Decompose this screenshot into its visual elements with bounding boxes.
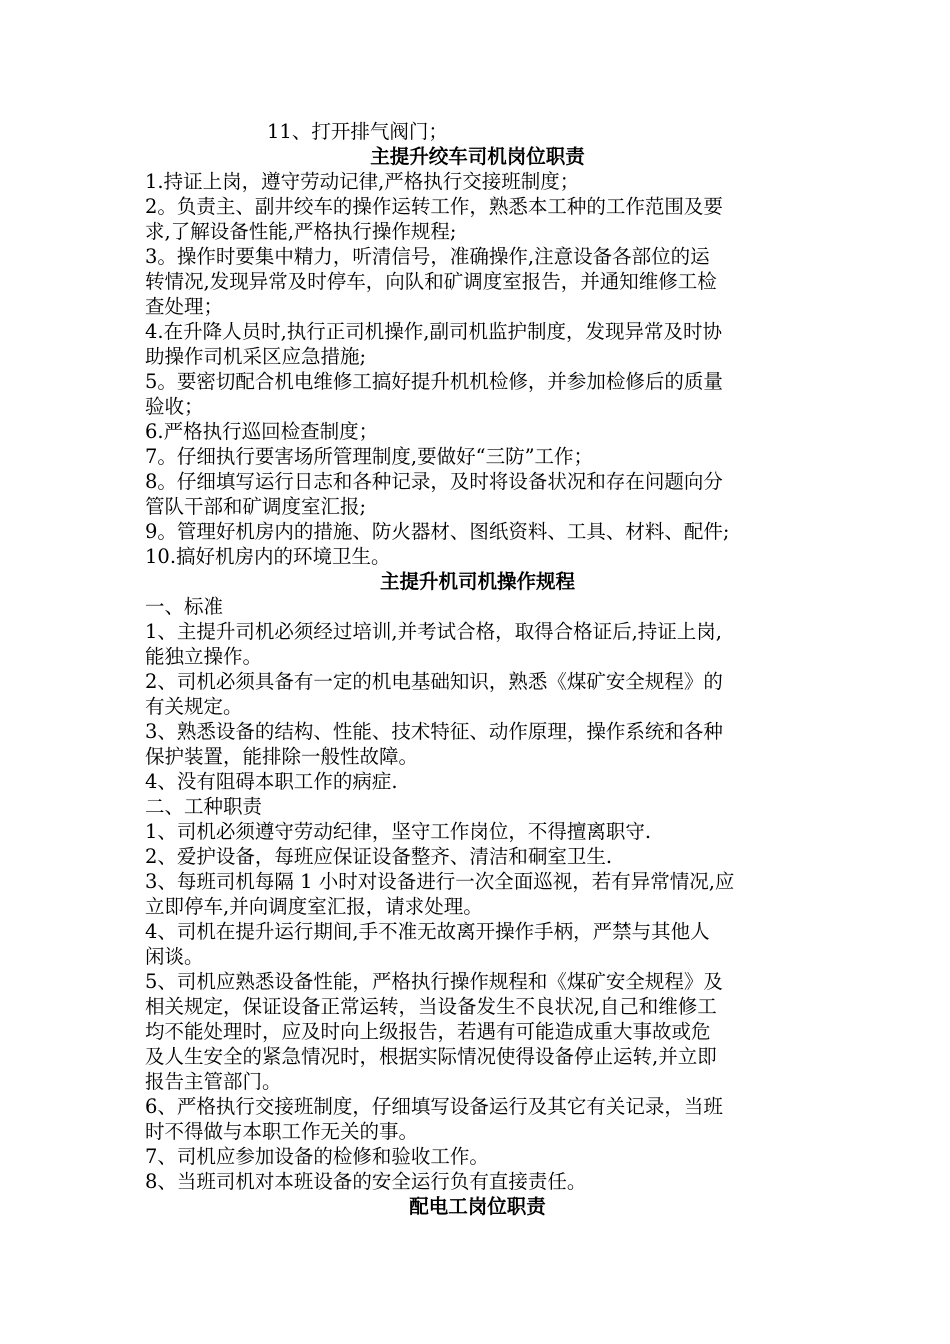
text-line: 时不得做与本职工作无关的事。 bbox=[145, 1120, 419, 1143]
text-line: 立即停车,并向调度室汇报，请求处理。 bbox=[145, 895, 483, 918]
text-line: 8、当班司机对本班设备的安全运行负有直接责任。 bbox=[145, 1170, 587, 1193]
text-line: 6、严格执行交接班制度，仔细填写设备运行及其它有关记录，当班 bbox=[145, 1095, 723, 1118]
text-line: 3、每班司机每隔 1 小时对设备进行一次全面巡视，若有异常情况,应 bbox=[145, 870, 735, 893]
text-line: 1.持证上岗，遵守劳动记律,严格执行交接班制度； bbox=[145, 170, 580, 193]
text-line: 2、爱护设备，每班应保证设备整齐、清洁和硐室卫生. bbox=[145, 845, 613, 868]
text-line: 求,了解设备性能,严格执行操作规程; bbox=[145, 220, 457, 243]
text-line: 转情况,发现异常及时停车，向队和矿调度室报告，并通知维修工检 bbox=[145, 270, 717, 293]
text-line: 8。仔细填写运行日志和各种记录，及时将设备状况和存在问题向分 bbox=[145, 470, 723, 493]
text-line: 4、司机在提升运行期间,手不准无故离开操作手柄，严禁与其他人 bbox=[145, 920, 710, 943]
text-line: 5、司机应熟悉设备性能，严格执行操作规程和《煤矿安全规程》及 bbox=[145, 970, 723, 993]
text-line: 均不能处理时，应及时向上级报告，若遇有可能造成重大事故或危 bbox=[145, 1020, 711, 1043]
heading-electrician-duties: 配电工岗位职责 bbox=[409, 1195, 546, 1218]
text-line: 管队干部和矿调度室汇报; bbox=[145, 495, 367, 518]
text-line: 报告主管部门。 bbox=[145, 1070, 282, 1093]
text-line: 4.在升降人员时,执行正司机操作,副司机监护制度，发现异常及时协 bbox=[145, 320, 723, 343]
text-line: 1、司机必须遵守劳动纪律，坚守工作岗位，不得擅离职守. bbox=[145, 820, 652, 843]
text-line: 3、熟悉设备的结构、性能、技术特征、动作原理，操作系统和各种 bbox=[145, 720, 723, 743]
text-line: 验收； bbox=[145, 395, 204, 418]
heading-winch-driver-duties: 主提升绞车司机岗位职责 bbox=[370, 145, 585, 168]
text-line: 3。操作时要集中精力，听清信号，准确操作,注意设备各部位的运 bbox=[145, 245, 710, 268]
text-line: 闲谈。 bbox=[145, 945, 204, 968]
text-line: 4、没有阻碍本职工作的病症. bbox=[145, 770, 398, 793]
hoist-rules-body bbox=[145, 594, 810, 1194]
text-line: 2、司机必须具备有一定的机电基础知识，熟悉《煤矿安全规程》的 bbox=[145, 670, 723, 693]
text-line: 相关规定，保证设备正常运转，当设备发生不良状况,自己和维修工 bbox=[145, 995, 717, 1018]
text-line: 10.搞好机房内的环境卫生。 bbox=[145, 545, 391, 568]
text-line: 2。负责主、副井绞车的操作运转工作，熟悉本工种的工作范围及要 bbox=[145, 195, 723, 218]
text-line: 7、司机应参加设备的检修和验收工作。 bbox=[145, 1145, 489, 1168]
text-line: 一、标准 bbox=[145, 595, 224, 618]
text-line: 保护装置，能排除一般性故障。 bbox=[145, 745, 419, 768]
text-line: 1、主提升司机必须经过培训,并考试合格，取得合格证后,持证上岗, bbox=[145, 620, 723, 643]
text-line: 有关规定。 bbox=[145, 695, 243, 718]
text-line: 助操作司机采区应急措施; bbox=[145, 345, 367, 368]
heading-hoist-operating-rules: 主提升机司机操作规程 bbox=[379, 570, 575, 593]
text-line: 能独立操作。 bbox=[145, 645, 263, 668]
text-line: 6.严格执行巡回检查制度； bbox=[145, 420, 379, 443]
text-line: 及人生安全的紧急情况时，根据实际情况使得设备停止运转,并立即 bbox=[145, 1045, 717, 1068]
text-line: 5。要密切配合机电维修工搞好提升机机检修，并参加检修后的质量 bbox=[145, 370, 723, 393]
text-line: 9。管理好机房内的措施、防火器材、图纸资料、工具、材料、配件; bbox=[145, 520, 730, 543]
text-line: 二、工种职责 bbox=[145, 795, 263, 818]
document-page bbox=[145, 119, 810, 1219]
text-line: 查处理； bbox=[145, 295, 224, 318]
item-valve-step: 11、打开排气阀门； bbox=[267, 120, 448, 143]
winch-duties-body bbox=[145, 169, 810, 569]
text-line: 7。仔细执行要害场所管理制度,要做好“三防”工作； bbox=[145, 445, 594, 468]
